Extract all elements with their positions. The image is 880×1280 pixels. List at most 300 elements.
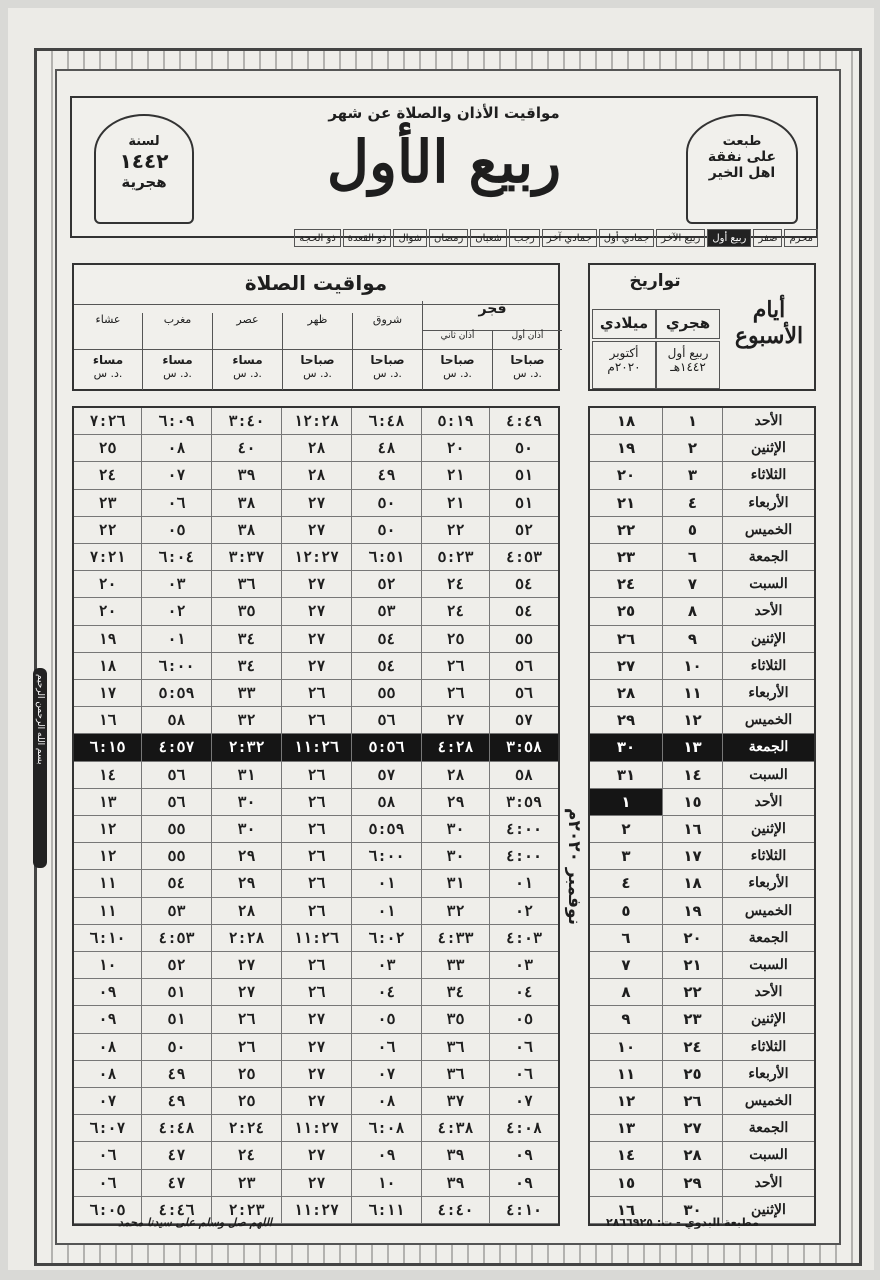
- unit-text: د. س.: [513, 367, 542, 380]
- weekday: الأربعاء: [722, 680, 814, 706]
- time-cell: ٤٩: [142, 1088, 212, 1114]
- weekday: الثلاثاء: [722, 462, 814, 488]
- time-cell: ٣٧: [422, 1088, 490, 1114]
- prayer-times-table: [72, 406, 560, 1226]
- time-cell: ٣٣: [422, 952, 490, 978]
- weekday: الأربعاء: [722, 1061, 814, 1087]
- time-cell: ١٣: [74, 789, 142, 815]
- time-cell: ٦:٠٠: [352, 843, 422, 869]
- hijri-date: ٧: [662, 571, 722, 597]
- table-row: [74, 490, 558, 517]
- time-cell: ٣٩: [212, 462, 282, 488]
- table-row: [74, 789, 558, 816]
- time-cell: ٣١: [422, 870, 490, 896]
- time-cell: ٣٠: [212, 816, 282, 842]
- sponsor-line3: اهل الخير: [708, 165, 776, 181]
- date-row: [590, 490, 814, 517]
- asr-label: عصر: [212, 313, 282, 349]
- weekday: الإثنين: [722, 816, 814, 842]
- time-cell: ٠٨: [352, 1088, 422, 1114]
- time-cell: ١٠: [74, 952, 142, 978]
- time-cell: ٦:١١: [352, 1197, 422, 1223]
- time-cell: ٢٧: [282, 517, 352, 543]
- weekday: السبت: [722, 571, 814, 597]
- time-cell: ٥٦: [514, 656, 534, 675]
- date-row: [590, 1006, 814, 1033]
- time-cell: ٥٥: [142, 816, 212, 842]
- date-row: [590, 626, 814, 653]
- miladi-date: ١٥: [616, 1173, 636, 1192]
- time-cell: ٣٨: [212, 517, 282, 543]
- weekday: الجمعة: [722, 734, 814, 760]
- fajr-label: فجر: [422, 301, 562, 331]
- time-cell: ٤٩: [142, 1061, 212, 1087]
- time-cell: ٢٨: [422, 762, 490, 788]
- table-row: [74, 734, 558, 761]
- time-cell: ٥٨: [142, 707, 212, 733]
- table-row: [74, 1142, 558, 1169]
- time-cell: ٥٧: [514, 711, 534, 730]
- time-cell: ٥٠: [352, 490, 422, 516]
- prayer-header-title: مواقيت الصلاة: [74, 271, 558, 305]
- month-item: شعبان: [470, 229, 507, 247]
- table-row: [74, 952, 558, 979]
- time-cell: ٥٤: [352, 653, 422, 679]
- time-cell: ١٢:٢٧: [282, 544, 352, 570]
- time-cell: ٣١: [212, 762, 282, 788]
- weekday: الإثنين: [722, 435, 814, 461]
- weekday: الثلاثاء: [722, 843, 814, 869]
- time-cell: ١٩: [74, 626, 142, 652]
- period-text: صباحا: [300, 353, 335, 367]
- time-cell: ٢٦: [282, 952, 352, 978]
- miladi-date: ١٦: [616, 1200, 636, 1219]
- time-cell: ٥٣: [352, 598, 422, 624]
- weekday: الأربعاء: [722, 870, 814, 896]
- time-cell: ١١: [74, 898, 142, 924]
- time-cell: ٥:٢٣: [422, 544, 490, 570]
- time-cell: ٠١: [352, 870, 422, 896]
- dhuhr-label: ظهر: [282, 313, 352, 349]
- time-cell: ١١:٢٧: [282, 1115, 352, 1141]
- time-cell: ٢١: [422, 490, 490, 516]
- time-cell: ٢٧: [212, 952, 282, 978]
- time-cell: ٦:٠٨: [352, 1115, 422, 1141]
- unit-text: د. س.: [443, 367, 472, 380]
- november-label: نوفمبر ٢٠٢٠م: [564, 808, 584, 925]
- month-item: ذو الحجة: [294, 229, 341, 247]
- time-cell: ١٤: [74, 762, 142, 788]
- time-cell: ٥١: [142, 979, 212, 1005]
- date-row: [590, 1170, 814, 1197]
- hijri-date: ١: [662, 408, 722, 434]
- miladi-date: ٦: [621, 928, 631, 947]
- time-cell: ٥١: [514, 466, 534, 485]
- sponsor-box: [686, 114, 798, 224]
- hijri-date: ٢: [662, 435, 722, 461]
- date-row: [590, 925, 814, 952]
- table-row: [74, 1061, 558, 1088]
- time-cell: ٦:١٠: [74, 925, 142, 951]
- hijri-date: ٤: [662, 490, 722, 516]
- date-row: [590, 517, 814, 544]
- miladi-date: ٣٠: [616, 738, 636, 757]
- time-cell: ٤:٢٨: [422, 734, 490, 760]
- period-text: صباحا: [370, 353, 405, 367]
- time-cell: ٤:٠٨: [505, 1119, 543, 1138]
- hijri-date: ١٩: [662, 898, 722, 924]
- period-text: صباحا: [440, 353, 475, 367]
- hijri-date: ١٤: [662, 762, 722, 788]
- time-cell: ٢٧: [282, 626, 352, 652]
- time-cell: ٢٩: [422, 789, 490, 815]
- table-row: [74, 517, 558, 544]
- month-item: جمادي آخر: [542, 229, 597, 247]
- time-cell: ٢٨: [282, 435, 352, 461]
- time-cell: ٤٧: [142, 1170, 212, 1196]
- date-row: [590, 952, 814, 979]
- time-cell: ٣٣: [212, 680, 282, 706]
- time-cell: ٠١: [514, 874, 534, 893]
- period-text: مساء: [162, 353, 193, 367]
- time-cell: ٣٠: [422, 816, 490, 842]
- hijri-date: ١٥: [662, 789, 722, 815]
- weekday: الجمعة: [722, 1115, 814, 1141]
- time-cell: ٢٤: [74, 462, 142, 488]
- time-cell: ٤:٣٨: [422, 1115, 490, 1141]
- dates-table: [588, 406, 816, 1226]
- month-title: ربيع الأول: [326, 128, 562, 196]
- time-cell: ٢٤: [422, 571, 490, 597]
- fajr-second-label: أذان ثاني: [422, 331, 492, 349]
- month-item: محرم: [784, 229, 818, 247]
- time-cell: ١١:٢٦: [282, 734, 352, 760]
- date-row: [590, 1034, 814, 1061]
- time-cell: ٦:٥١: [352, 544, 422, 570]
- time-cell: ٢٧: [282, 1142, 352, 1168]
- hijri-date: ٢٣: [662, 1006, 722, 1032]
- time-cell: ٥٦: [352, 707, 422, 733]
- hijri-date: ٢٢: [662, 979, 722, 1005]
- date-row: [590, 843, 814, 870]
- weekday: الأربعاء: [722, 490, 814, 516]
- time-cell: ٦:٠٠: [142, 653, 212, 679]
- time-cell: ٠٩: [352, 1142, 422, 1168]
- weekday: الإثنين: [722, 1006, 814, 1032]
- period-cell: [492, 350, 562, 390]
- date-row: [590, 653, 814, 680]
- time-cell: ٢٥: [422, 626, 490, 652]
- time-cell: ٥٥: [514, 629, 534, 648]
- date-row: [590, 1061, 814, 1088]
- time-cell: ٣٤: [212, 653, 282, 679]
- time-cell: ٦:١٥: [74, 734, 142, 760]
- time-cell: ٤:٥٣: [142, 925, 212, 951]
- period-cell: [282, 350, 352, 390]
- time-cell: ٤:٤٨: [142, 1115, 212, 1141]
- time-cell: ٥٤: [514, 575, 534, 594]
- time-cell: ٥:١٩: [422, 408, 490, 434]
- time-cell: ٤:٤٠: [422, 1197, 490, 1223]
- time-cell: ٢٣: [74, 490, 142, 516]
- miladi-date: ١١: [616, 1064, 636, 1083]
- table-row: [74, 1006, 558, 1033]
- time-cell: ١١:٢٦: [282, 925, 352, 951]
- time-cell: ٣٩: [422, 1170, 490, 1196]
- date-row: [590, 762, 814, 789]
- weekday: الجمعة: [722, 544, 814, 570]
- table-row: [74, 843, 558, 870]
- time-cell: ٥٨: [352, 789, 422, 815]
- time-cell: ٠٩: [74, 1006, 142, 1032]
- time-cell: ٣٦: [422, 1034, 490, 1060]
- time-cell: ٤:٠٣: [505, 928, 543, 947]
- time-cell: ٢٦: [282, 816, 352, 842]
- hijri-date: ٢٧: [662, 1115, 722, 1141]
- weekday: الثلاثاء: [722, 1034, 814, 1060]
- time-cell: ٢٦: [282, 979, 352, 1005]
- fajr-first-label: أذان أول: [492, 331, 562, 349]
- date-row: [590, 571, 814, 598]
- time-cell: ٠٢: [514, 901, 534, 920]
- time-cell: ٦:٠٧: [74, 1115, 142, 1141]
- hijri-date: ٦: [662, 544, 722, 570]
- unit-text: د. س.: [233, 367, 262, 380]
- time-cell: ٠٨: [74, 1061, 142, 1087]
- time-cell: ٠٤: [352, 979, 422, 1005]
- time-cell: ٠٨: [74, 1034, 142, 1060]
- hijri-month: ربيع أول ١٤٤٢هـ: [656, 341, 720, 389]
- time-cell: ٥١: [514, 493, 534, 512]
- time-cell: ٢٦: [282, 789, 352, 815]
- date-row: [590, 789, 814, 816]
- date-row: [590, 979, 814, 1006]
- hijri-date: ٢٥: [662, 1061, 722, 1087]
- time-cell: ٣٩: [422, 1142, 490, 1168]
- hijri-date: ٥: [662, 517, 722, 543]
- date-row: [590, 462, 814, 489]
- maghrib-label: مغرب: [142, 313, 212, 349]
- time-cell: ٠٥: [142, 517, 212, 543]
- hijri-date: ١٦: [662, 816, 722, 842]
- sponsor-line1: طبعت: [722, 134, 762, 149]
- time-cell: ٤:١٠: [505, 1200, 543, 1219]
- table-row: [74, 680, 558, 707]
- time-cell: ٥٢: [514, 520, 534, 539]
- time-cell: ٥٦: [142, 789, 212, 815]
- miladi-date: ١٢: [616, 1092, 636, 1110]
- date-row: [590, 707, 814, 734]
- time-cell: ٠٩: [514, 1173, 534, 1192]
- time-cell: ٢٧: [212, 979, 282, 1005]
- time-cell: ٢:٣٢: [212, 734, 282, 760]
- time-cell: ١٠: [352, 1170, 422, 1196]
- hijri-date: ١١: [662, 680, 722, 706]
- month-item: ذو القعدة: [343, 229, 392, 247]
- date-row: [590, 680, 814, 707]
- time-cell: ٢٧: [282, 1170, 352, 1196]
- weekday: الخميس: [722, 517, 814, 543]
- time-cell: ٢٧: [282, 1006, 352, 1032]
- time-cell: ٢٦: [422, 680, 490, 706]
- table-row: [74, 626, 558, 653]
- miladi-date: ٢٧: [616, 656, 636, 675]
- hijri-date: ٢٩: [662, 1170, 722, 1196]
- month-item: جمادي أول: [599, 229, 654, 247]
- time-cell: ٠٤: [514, 983, 534, 1002]
- time-cell: ٢٧: [282, 1061, 352, 1087]
- miladi-month: أكتوبر ٢٠٢٠م: [592, 341, 656, 389]
- days-label: أيام الأسبوع: [734, 297, 804, 349]
- time-cell: ٤:٤٩: [505, 412, 543, 430]
- table-row: [74, 816, 558, 843]
- time-cell: ٢٨: [212, 898, 282, 924]
- year-box: [94, 114, 194, 224]
- hijri-date: ٢٦: [662, 1088, 722, 1114]
- time-cell: ٠٥: [514, 1010, 534, 1029]
- miladi-date: ٩: [621, 1010, 631, 1029]
- sponsor-line2: على نفقة: [707, 149, 777, 165]
- time-cell: ٠٣: [142, 571, 212, 597]
- time-cell: ٢٩: [212, 870, 282, 896]
- time-cell: ٥:٥٦: [352, 734, 422, 760]
- time-cell: ٠٦: [74, 1170, 142, 1196]
- period-text: مساء: [92, 353, 124, 367]
- time-cell: ٢٧: [282, 571, 352, 597]
- date-row: [590, 1142, 814, 1169]
- hijri-date: ١٨: [662, 870, 722, 896]
- weekday: الثلاثاء: [722, 653, 814, 679]
- hijri-date: ٣: [662, 462, 722, 488]
- time-cell: ٠٧: [352, 1061, 422, 1087]
- date-row: [590, 1115, 814, 1142]
- time-cell: ٤:٥٣: [505, 548, 543, 566]
- table-row: [74, 1115, 558, 1142]
- period-cell: [142, 350, 212, 390]
- weekday: الإثنين: [722, 1197, 814, 1223]
- time-cell: ٣٠: [422, 843, 490, 869]
- time-cell: ٣٢: [422, 898, 490, 924]
- hijri-label: هجري: [656, 309, 720, 339]
- time-cell: ٢٦: [212, 1006, 282, 1032]
- date-row: [590, 816, 814, 843]
- time-cell: ٦:٠٩: [142, 408, 212, 434]
- prayer-columns: [74, 301, 558, 391]
- time-cell: ٤٩: [352, 462, 422, 488]
- time-cell: ٥٦: [142, 762, 212, 788]
- date-row: [590, 435, 814, 462]
- time-cell: ١٢: [74, 816, 142, 842]
- side-tag: بسم الله الرحمن الرحيم: [33, 668, 47, 868]
- table-row: [74, 979, 558, 1006]
- time-cell: ٢٣: [212, 1170, 282, 1196]
- hijri-date: ٩: [662, 626, 722, 652]
- time-cell: ٥١: [142, 1006, 212, 1032]
- period-text: صباحا: [510, 353, 545, 367]
- calendar-sheet: [8, 8, 874, 1270]
- isha-label: عشاء: [95, 313, 121, 326]
- time-cell: ٢٦: [282, 762, 352, 788]
- miladi-date: ٢٩: [616, 711, 636, 730]
- weekday: الخميس: [722, 707, 814, 733]
- prayer-header: [72, 263, 560, 391]
- time-cell: ٥٠: [514, 439, 534, 458]
- time-cell: ٣٠: [212, 789, 282, 815]
- weekday: الأحد: [722, 598, 814, 624]
- time-cell: ٠٧: [142, 462, 212, 488]
- weekday: السبت: [722, 952, 814, 978]
- period-cell: [74, 350, 142, 390]
- time-cell: ١٦: [74, 707, 142, 733]
- time-cell: ٠٦: [352, 1034, 422, 1060]
- month-item: ربيع الآخر: [656, 229, 705, 247]
- hijri-date: ١٣: [662, 734, 722, 760]
- table-row: [74, 898, 558, 925]
- time-cell: ٥٧: [352, 762, 422, 788]
- miladi-date: ٢٤: [616, 575, 636, 594]
- weekday: الخميس: [722, 1088, 814, 1114]
- weekday: الأحد: [722, 979, 814, 1005]
- dates-header: [588, 263, 816, 391]
- time-cell: ٠٧: [74, 1088, 142, 1114]
- time-cell: ١٨: [74, 653, 142, 679]
- miladi-date: ٢٣: [616, 548, 636, 566]
- miladi-date: ١٩: [616, 439, 636, 458]
- time-cell: ٢١: [422, 462, 490, 488]
- time-cell: ٠٣: [352, 952, 422, 978]
- time-cell: ٣:٥٨: [505, 738, 543, 757]
- time-cell: ٢٩: [212, 843, 282, 869]
- time-cell: ٠٥: [352, 1006, 422, 1032]
- time-cell: ٠١: [142, 626, 212, 652]
- table-row: [74, 707, 558, 734]
- time-cell: ٧:٢١: [74, 544, 142, 570]
- time-cell: ٠٦: [142, 490, 212, 516]
- miladi-date: ١٣: [616, 1119, 636, 1138]
- time-cell: ٥٢: [352, 571, 422, 597]
- hijri-date: ٣٠: [662, 1197, 722, 1223]
- time-cell: ٢٦: [282, 843, 352, 869]
- time-cell: ٢٦: [282, 870, 352, 896]
- time-cell: ٦:٠٢: [352, 925, 422, 951]
- time-cell: ٣٥: [422, 1006, 490, 1032]
- table-row: [74, 870, 558, 897]
- time-cell: ٣٤: [212, 626, 282, 652]
- time-cell: ٢٢: [74, 517, 142, 543]
- time-cell: ٤:٣٣: [422, 925, 490, 951]
- table-row: [74, 408, 558, 435]
- period-cell: [212, 350, 282, 390]
- time-cell: ٦:٠٥: [74, 1197, 142, 1223]
- time-cell: ٠٣: [514, 956, 534, 974]
- dates-header-title: تواريخ: [629, 271, 681, 291]
- time-cell: ٤:٥٧: [142, 734, 212, 760]
- time-cell: ٢:٢٨: [212, 925, 282, 951]
- time-cell: ٢٦: [282, 898, 352, 924]
- time-cell: ٥:٥٩: [352, 816, 422, 842]
- miladi-date: ٣: [621, 847, 631, 866]
- year-label: لسنة: [128, 134, 160, 149]
- table-row: [74, 544, 558, 571]
- miladi-date: ٥: [621, 901, 631, 920]
- miladi-date: ١: [590, 789, 662, 815]
- table-row: [74, 571, 558, 598]
- unit-text: د. س.: [373, 367, 402, 380]
- time-cell: ٢٤: [422, 598, 490, 624]
- miladi-date: ٢٨: [616, 684, 636, 702]
- time-cell: ٢٧: [422, 707, 490, 733]
- time-cell: ٥٣: [142, 898, 212, 924]
